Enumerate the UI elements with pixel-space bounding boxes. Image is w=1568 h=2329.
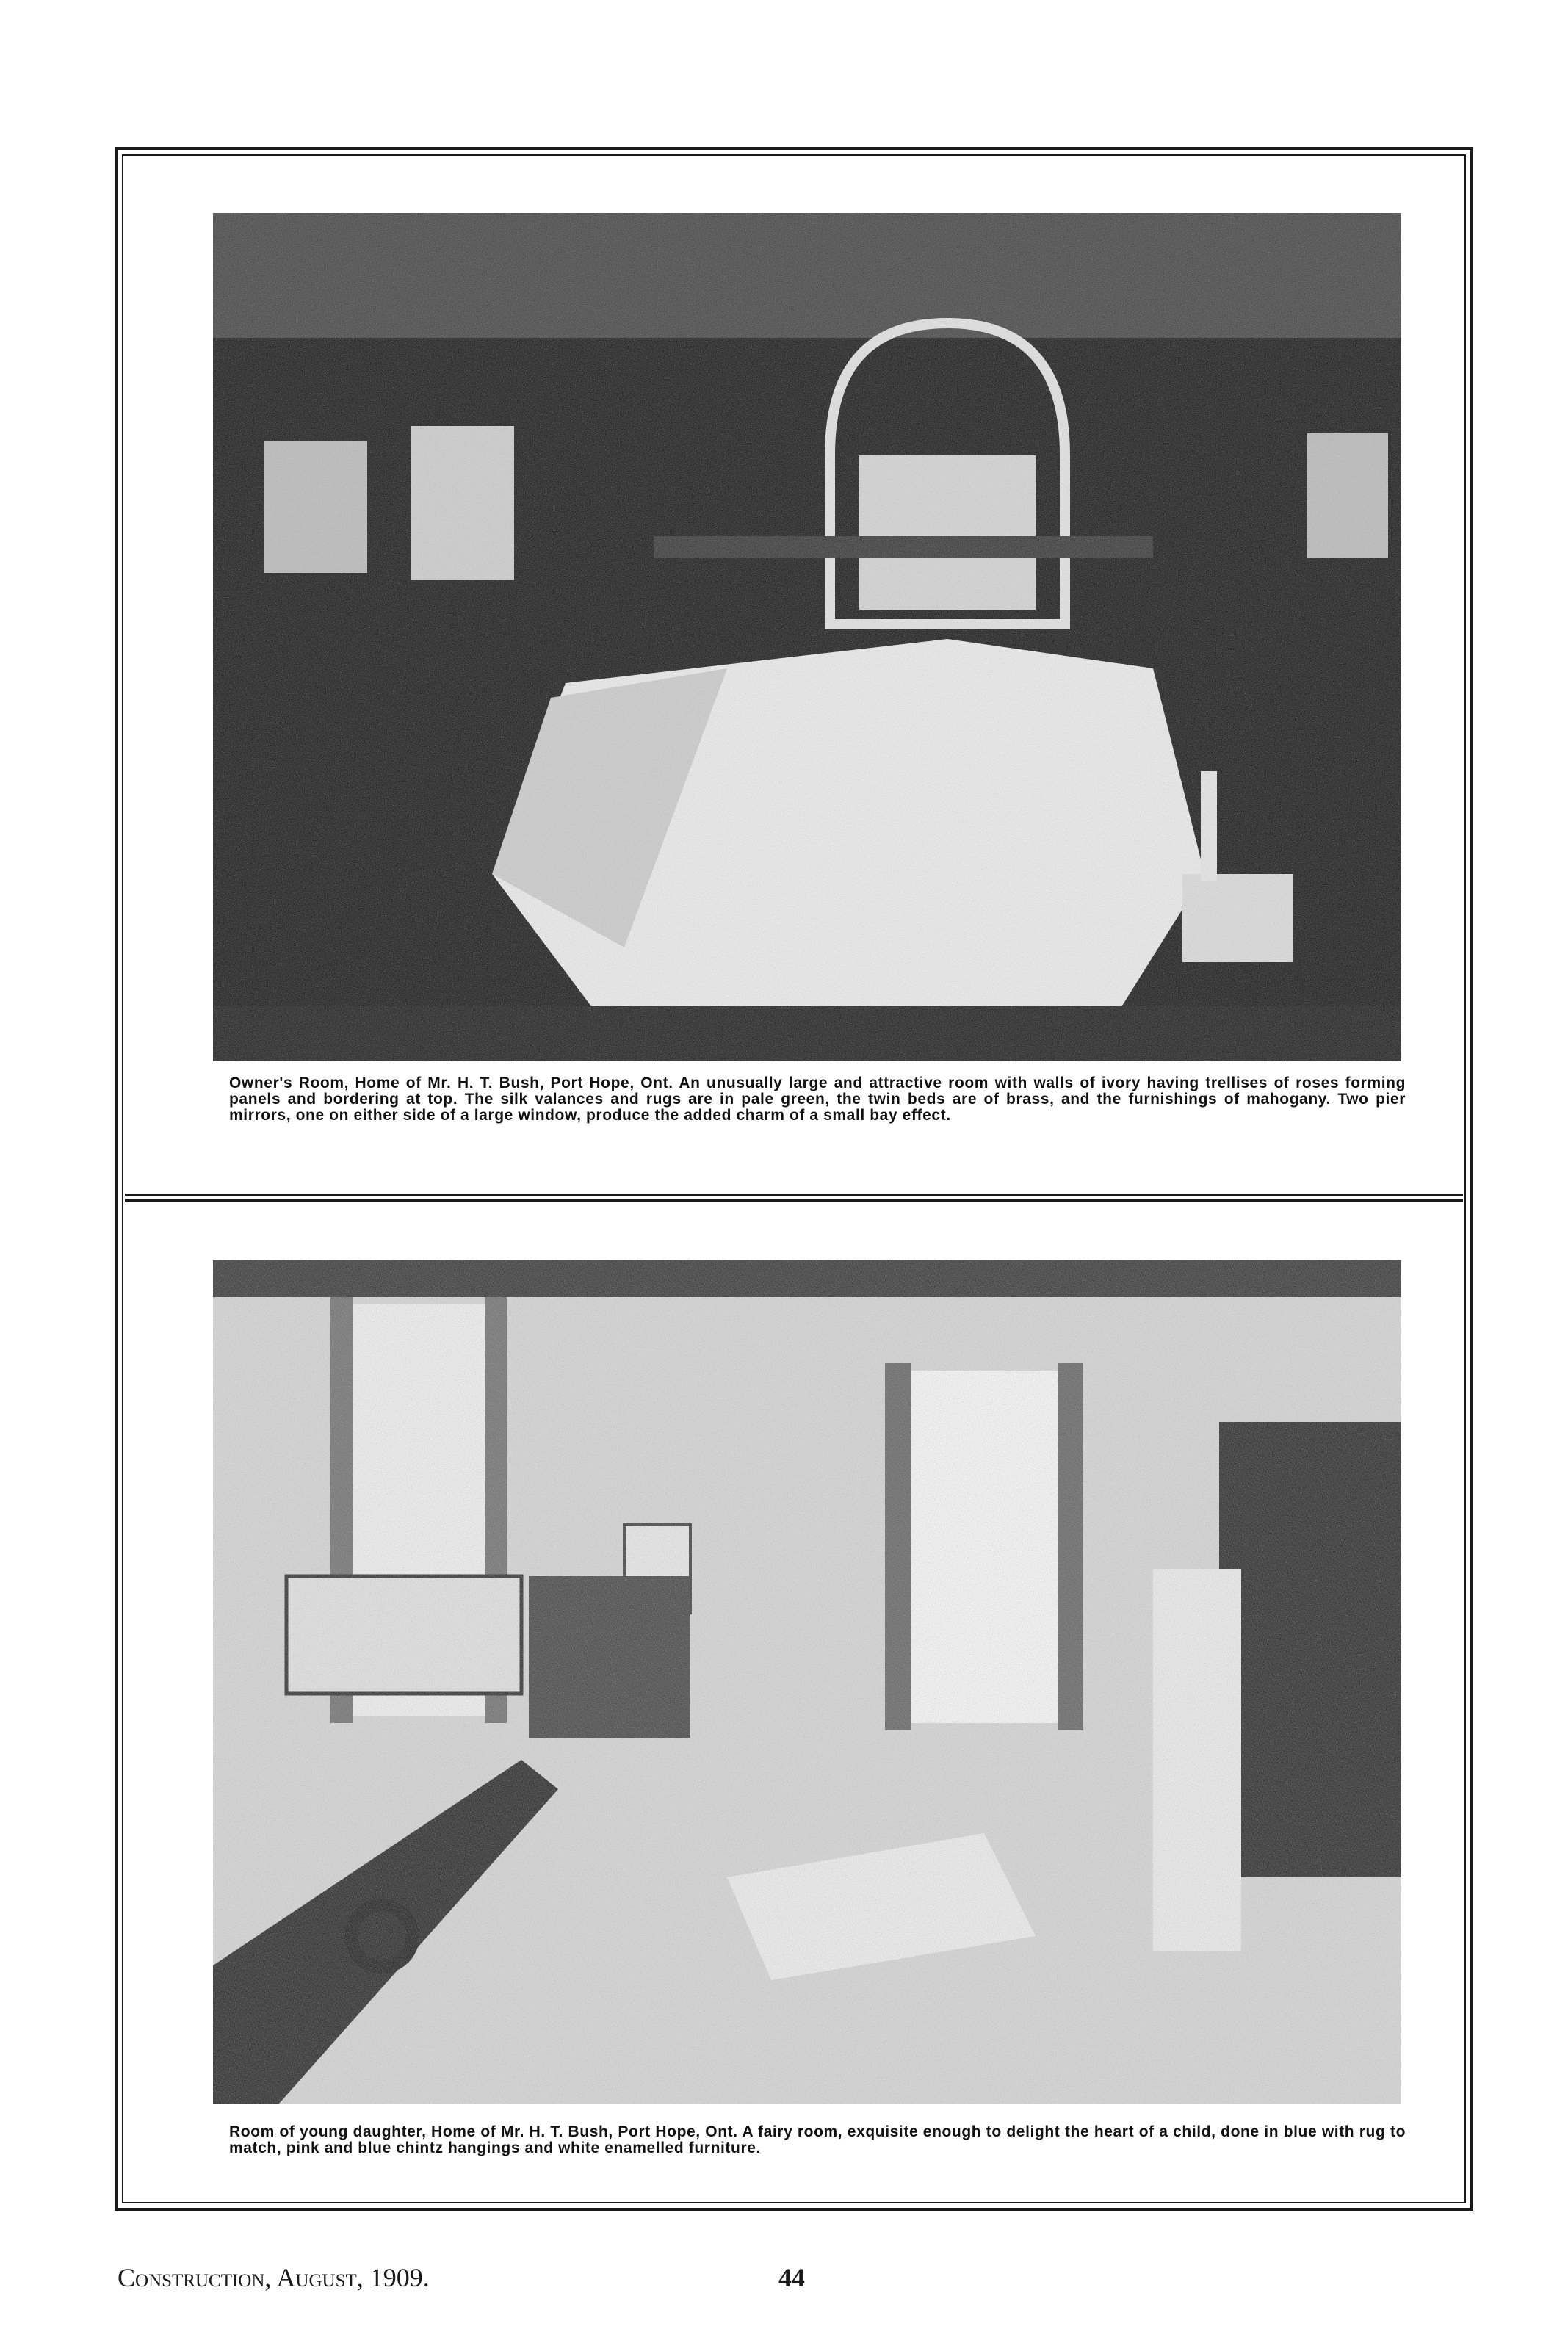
section-divider: [125, 1194, 1463, 1196]
footer-publication: Construction, August, 1909.: [118, 2263, 430, 2292]
footer-page-number: 44: [778, 2263, 805, 2292]
caption-owners-room: Owner's Room, Home of Mr. H. T. Bush, Port Hope, Ont. An unusually large and attractive room with walls of ivory having trellises of roses forming panels and bordering at top. The silk valances and rugs are in pale green, the twin beds are of brass, and the furnishings of mahogany. Two pier mirrors, one on either side of a large window, produce the added charm of a small bay effect.: [229, 1075, 1406, 1124]
photo-daughters-room: [213, 1260, 1401, 2104]
caption-daughters-room: Room of young daughter, Home of Mr. H. T. Bush, Port Hope, Ont. A fairy room, exquisite enough to delight the heart of a child, done in blue with rug to match, pink and blue chintz hangings and white enamelled furniture.: [229, 2123, 1406, 2156]
photo-owners-room: [213, 213, 1401, 1061]
section-divider-double: [125, 1199, 1463, 1202]
